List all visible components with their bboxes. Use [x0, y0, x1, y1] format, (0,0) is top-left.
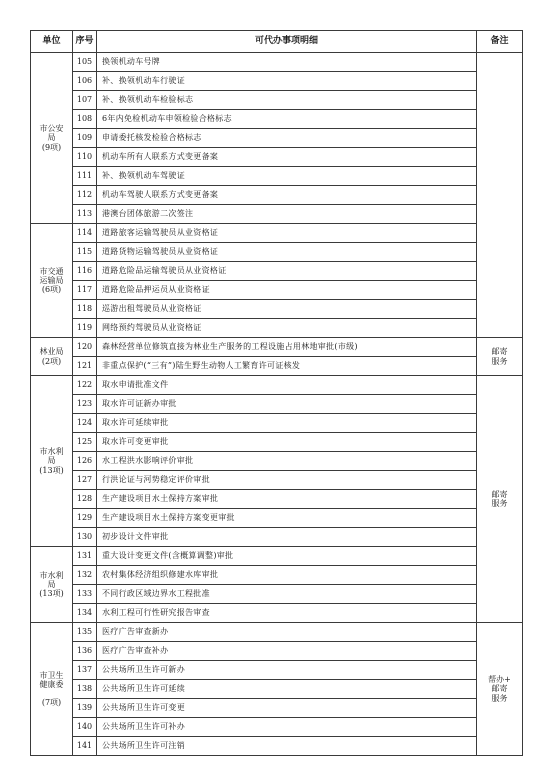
item-name: 道路货物运输驾驶员从业资格证	[97, 243, 477, 262]
table-row	[31, 148, 523, 167]
row-number: 124	[73, 414, 97, 433]
row-number: 110	[73, 148, 97, 167]
item-name: 道路危险品押运员从业资格证	[97, 281, 477, 300]
table-row	[31, 186, 523, 205]
item-name: 公共场所卫生许可补办	[97, 718, 477, 737]
note-cell	[477, 623, 523, 756]
item-name: 道路旅客运输驾驶员从业资格证	[97, 224, 477, 243]
table-row	[31, 300, 523, 319]
row-number: 113	[73, 205, 97, 224]
table-row	[31, 281, 523, 300]
row-number: 138	[73, 680, 97, 699]
table-row	[31, 680, 523, 699]
row-number: 108	[73, 110, 97, 129]
header-item: 可代办事项明细	[97, 31, 477, 53]
item-name: 取水申请批准文件	[97, 376, 477, 395]
unit-cell	[31, 338, 73, 376]
item-name: 医疗广告审查补办	[97, 642, 477, 661]
table-row	[31, 433, 523, 452]
item-name: 医疗广告审查新办	[97, 623, 477, 642]
item-name: 港澳台团体旅游二次签注	[97, 205, 477, 224]
unit-line: (6项)	[41, 285, 62, 295]
table-row	[31, 319, 523, 338]
table-row	[31, 528, 523, 547]
header-note: 备注	[477, 31, 523, 53]
row-number: 135	[73, 623, 97, 642]
unit-line: (2项)	[41, 356, 62, 366]
item-name: 6年内免检机动车申领检验合格标志	[97, 110, 477, 129]
table-row	[31, 490, 523, 509]
row-number: 127	[73, 471, 97, 490]
note-line: 邮寄	[491, 347, 508, 357]
item-name: 非重点保护(“三有”)陆生野生动物人工繁育许可证核发	[97, 357, 477, 376]
table-header-row	[31, 31, 523, 53]
item-name: 公共场所卫生许可延续	[97, 680, 477, 699]
item-name: 取水许可证新办审批	[97, 395, 477, 414]
item-name: 重大设计变更文件(含概算调整)审批	[97, 547, 477, 566]
unit-line: 局	[47, 579, 56, 589]
unit-line: 林业局	[39, 347, 64, 357]
note-line: 帮办+	[488, 675, 511, 685]
unit-line: 局	[47, 133, 56, 143]
unit-line: 运输局	[39, 275, 64, 285]
table-row	[31, 547, 523, 566]
item-name: 补、换领机动车检验标志	[97, 91, 477, 110]
row-number: 116	[73, 262, 97, 281]
unit-line: 市公安	[39, 124, 64, 134]
item-name: 补、换领机动车行驶证	[97, 72, 477, 91]
row-number: 106	[73, 72, 97, 91]
item-name: 取水许可变更审批	[97, 433, 477, 452]
row-number: 118	[73, 300, 97, 319]
item-name: 公共场所卫生许可新办	[97, 661, 477, 680]
unit-cell	[31, 547, 73, 623]
note-line: 服务	[491, 356, 508, 366]
item-name: 巡游出租驾驶员从业资格证	[97, 300, 477, 319]
row-number: 121	[73, 357, 97, 376]
item-name: 农村集体经济组织修建水库审批	[97, 566, 477, 585]
table-row	[31, 623, 523, 642]
table-row	[31, 205, 523, 224]
table-row	[31, 167, 523, 186]
note-line: 邮寄	[491, 684, 508, 694]
row-number: 112	[73, 186, 97, 205]
item-name: 生产建设项目水土保持方案审批	[97, 490, 477, 509]
table-row	[31, 395, 523, 414]
row-number: 126	[73, 452, 97, 471]
table-row	[31, 604, 523, 623]
row-number: 114	[73, 224, 97, 243]
unit-line: 市水利	[39, 447, 64, 457]
table-row	[31, 471, 523, 490]
unit-cell	[31, 53, 73, 224]
item-name: 公共场所卫生许可注销	[97, 737, 477, 756]
item-name: 公共场所卫生许可变更	[97, 699, 477, 718]
unit-line: 局	[47, 456, 56, 466]
table-row	[31, 53, 523, 72]
note-line: 邮寄	[491, 489, 508, 499]
item-name: 生产建设项目水土保持方案变更审批	[97, 509, 477, 528]
row-number: 139	[73, 699, 97, 718]
note-line: 服务	[491, 693, 508, 703]
note-cell	[477, 53, 523, 338]
table-row	[31, 224, 523, 243]
row-number: 130	[73, 528, 97, 547]
row-number: 128	[73, 490, 97, 509]
table-row	[31, 737, 523, 756]
item-name: 申请委托核发检验合格标志	[97, 129, 477, 148]
row-number: 137	[73, 661, 97, 680]
row-number: 131	[73, 547, 97, 566]
row-number: 119	[73, 319, 97, 338]
note-cell	[477, 338, 523, 376]
item-name: 水利工程可行性研究报告审查	[97, 604, 477, 623]
table-row	[31, 718, 523, 737]
unit-line: 健康委	[39, 679, 64, 689]
item-name: 不同行政区域边界水工程批准	[97, 585, 477, 604]
item-name: 网络预约驾驶员从业资格证	[97, 319, 477, 338]
service-item-table	[30, 30, 523, 756]
table-body	[31, 53, 523, 756]
table-row	[31, 91, 523, 110]
row-number: 136	[73, 642, 97, 661]
service-item-table-sheet	[30, 30, 523, 756]
unit-line: 市交通	[39, 266, 64, 276]
unit-line: (13项)	[39, 589, 64, 599]
row-number: 132	[73, 566, 97, 585]
row-number: 140	[73, 718, 97, 737]
table-row	[31, 566, 523, 585]
row-number: 111	[73, 167, 97, 186]
item-name: 机动车驾驶人联系方式变更备案	[97, 186, 477, 205]
row-number: 141	[73, 737, 97, 756]
item-name: 机动车所有人联系方式变更备案	[97, 148, 477, 167]
row-number: 133	[73, 585, 97, 604]
unit-line: (9项)	[41, 142, 62, 152]
row-number: 115	[73, 243, 97, 262]
unit-line	[33, 689, 70, 698]
table-row	[31, 699, 523, 718]
row-number: 117	[73, 281, 97, 300]
unit-cell	[31, 376, 73, 547]
item-name: 补、换领机动车驾驶证	[97, 167, 477, 186]
table-row	[31, 357, 523, 376]
header-no: 序号	[73, 31, 97, 53]
note-line: 服务	[491, 499, 508, 508]
item-name: 水工程洪水影响评价审批	[97, 452, 477, 471]
table-row	[31, 376, 523, 395]
row-number: 122	[73, 376, 97, 395]
item-name: 换领机动车号牌	[97, 53, 477, 72]
table-row	[31, 661, 523, 680]
unit-cell	[31, 623, 73, 756]
table-row	[31, 509, 523, 528]
item-name: 道路危险品运输驾驶员从业资格证	[97, 262, 477, 281]
row-number: 109	[73, 129, 97, 148]
table-row	[31, 642, 523, 661]
table-row	[31, 452, 523, 471]
header-unit: 单位	[31, 31, 73, 53]
item-name: 取水许可延续审批	[97, 414, 477, 433]
item-name: 行洪论证与河势稳定评价审批	[97, 471, 477, 490]
row-number: 105	[73, 53, 97, 72]
table-row	[31, 129, 523, 148]
table-row	[31, 110, 523, 129]
note-cell	[477, 376, 523, 623]
row-number: 134	[73, 604, 97, 623]
row-number: 120	[73, 338, 97, 357]
item-name: 初步设计文件审批	[97, 528, 477, 547]
unit-line: (13项)	[39, 465, 64, 475]
item-name: 森林经营单位修筑直接为林业生产服务的工程设施占用林地审批(市级)	[97, 338, 477, 357]
row-number: 129	[73, 509, 97, 528]
table-row	[31, 72, 523, 91]
table-row	[31, 338, 523, 357]
unit-cell	[31, 224, 73, 338]
table-row	[31, 585, 523, 604]
unit-line: 市卫生	[39, 670, 64, 680]
table-row	[31, 243, 523, 262]
unit-line: (7项)	[41, 698, 62, 708]
table-row	[31, 414, 523, 433]
row-number: 107	[73, 91, 97, 110]
row-number: 123	[73, 395, 97, 414]
row-number: 125	[73, 433, 97, 452]
table-row	[31, 262, 523, 281]
unit-line: 市水利	[39, 570, 64, 580]
